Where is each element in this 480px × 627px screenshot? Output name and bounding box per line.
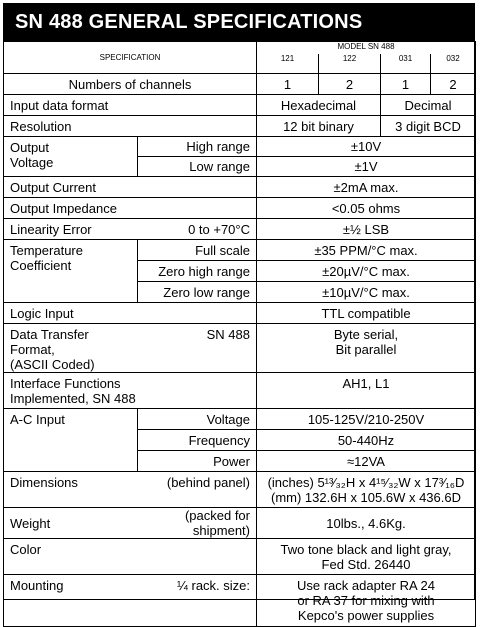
mounting-value-3: Kepco's power supplies [297, 608, 435, 623]
weight-label: Weight [4, 508, 138, 539]
data-transfer-value-1: Byte serial, [333, 327, 399, 342]
specification-header: SPECIFICATION [4, 42, 257, 74]
ac-voltage-value: 105-125V/210-250V [257, 409, 476, 430]
dimensions-label: Dimensions [4, 472, 138, 508]
interface-label-2: Implemented, SN 488 [10, 391, 136, 406]
output-impedance-label: Output Impedance [4, 198, 257, 219]
temp-coeff-label-2: Coefficient [10, 258, 72, 273]
temp-full-label: Full scale [138, 240, 257, 261]
weight-condition: (packed for shipment) [138, 508, 257, 539]
temp-zero-high-value: ±20µV/°C max. [257, 261, 476, 282]
output-impedance-value: <0.05 ohms [257, 198, 476, 219]
interface-value: AH1, L1 [257, 373, 476, 409]
channels-121: 1 [257, 74, 319, 95]
linearity-condition: 0 to +70°C [138, 219, 257, 240]
output-voltage-label-1: Output [10, 140, 50, 155]
channels-031: 1 [381, 74, 431, 95]
logic-input-value: TTL compatible [257, 303, 476, 324]
channels-122: 2 [319, 74, 381, 95]
data-transfer-value-2: Bit parallel [335, 342, 397, 357]
linearity-label: Linearity Error [4, 219, 138, 240]
resolution-binary: 12 bit binary [257, 116, 381, 137]
ac-power-value: ≈12VA [257, 451, 476, 472]
temp-zero-high-label: Zero high range [138, 261, 257, 282]
input-format-hex: Hexadecimal [257, 95, 381, 116]
output-high-value: ±10V [257, 137, 476, 157]
input-format-dec: Decimal [381, 95, 476, 116]
resolution-bcd: 3 digit BCD [381, 116, 476, 137]
dimensions-condition: (behind panel) [138, 472, 257, 508]
temp-coeff-label-1: Temperature [10, 243, 83, 258]
data-transfer-condition: SN 488 [138, 324, 257, 373]
model-031: 031 [381, 54, 431, 74]
output-low-value: ±1V [257, 157, 476, 177]
temp-full-value: ±35 PPM/°C max. [257, 240, 476, 261]
ac-frequency-value: 50-440Hz [257, 430, 476, 451]
channels-label: Numbers of channels [4, 74, 257, 95]
data-transfer-label-2: (ASCII Coded) [10, 357, 95, 372]
page-border [3, 3, 475, 600]
model-121: 121 [257, 54, 319, 74]
ac-frequency-label: Frequency [138, 430, 257, 451]
interface-label-1: Interface Functions [10, 376, 121, 391]
temp-zero-low-value: ±10µV/°C max. [257, 282, 476, 303]
channels-032: 2 [431, 74, 476, 95]
linearity-value: ±½ LSB [257, 219, 476, 240]
ac-power-label: Power [138, 451, 257, 472]
page-title: SN 488 GENERAL SPECIFICATIONS [15, 11, 363, 33]
dimensions-value-mm: (mm) 132.6H x 105.6W x 436.6D [270, 490, 462, 505]
ac-voltage-label: Voltage [138, 409, 257, 430]
data-transfer-label-1: Data Transfer Format, [10, 327, 89, 357]
output-current-value: ±2mA max. [257, 177, 476, 198]
mounting-condition: ¼ rack. size: [138, 575, 257, 627]
dimensions-value-inches: (inches) 5¹³⁄₃₂H x 4¹⁵⁄₃₂W x 17³⁄₁₆D [267, 475, 465, 490]
model-032: 032 [431, 54, 476, 74]
color-value-1: Two tone black and light gray, [280, 542, 452, 557]
color-value-2: Fed Std. 26440 [321, 557, 411, 572]
model-header: MODEL SN 488 [257, 42, 476, 54]
temp-zero-low-label: Zero low range [138, 282, 257, 303]
mounting-value-1: Use rack adapter RA 24 [296, 578, 436, 593]
logic-input-label: Logic Input [4, 303, 257, 324]
color-label: Color [4, 539, 257, 575]
mounting-value-2: or RA 37 for mixing with [297, 593, 435, 608]
weight-value: 10lbs., 4.6Kg. [257, 508, 476, 539]
output-current-label: Output Current [4, 177, 257, 198]
output-voltage-label-2: Voltage [10, 155, 54, 170]
model-122: 122 [319, 54, 381, 74]
resolution-label: Resolution [4, 116, 257, 137]
input-format-label: Input data format [4, 95, 257, 116]
output-high-label: High range [138, 137, 257, 157]
ac-input-label: A-C Input [4, 409, 138, 472]
output-low-label: Low range [138, 157, 257, 177]
mounting-label: Mounting [4, 575, 138, 627]
